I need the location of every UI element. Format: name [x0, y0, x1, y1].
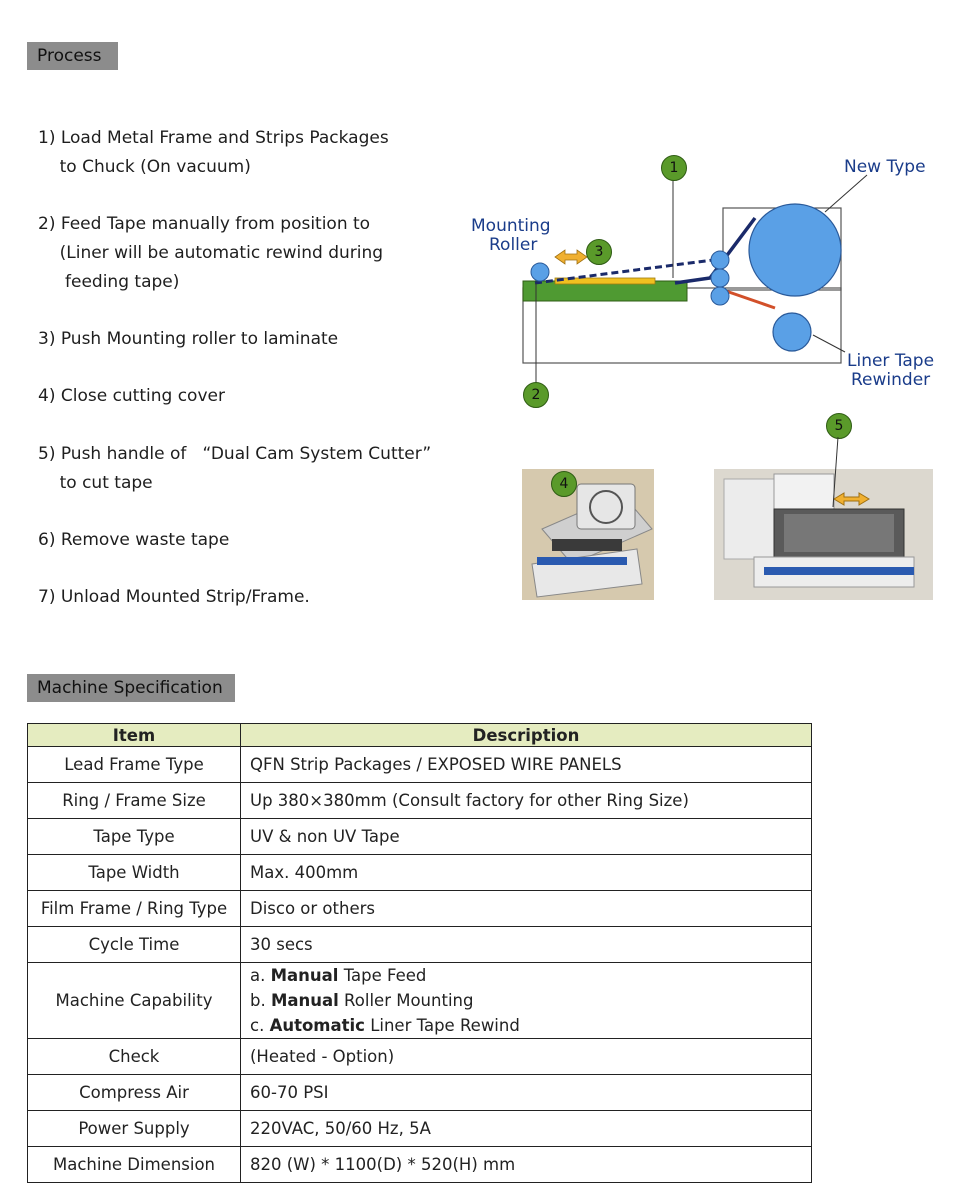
pointer-line [813, 335, 845, 352]
pointer-line [825, 175, 867, 212]
table-row [28, 891, 812, 927]
row-desc: 60-70 PSI [241, 1075, 812, 1111]
table-row [28, 783, 812, 819]
row-desc: 820 (W) * 1100(D) * 520(H) mm [241, 1147, 812, 1183]
row-desc [241, 963, 812, 1039]
step-badge-1: 1 [661, 155, 687, 181]
table-row [28, 927, 812, 963]
step-badge-5: 5 [826, 413, 852, 439]
step-line: (Liner will be automatic rewind during [38, 243, 384, 263]
row-item: Machine Capability [28, 963, 241, 1039]
row-desc: Up 380×380mm (Consult factory for other Ring Size) [241, 783, 812, 819]
capability-line: a. Manual Tape Feed [250, 966, 427, 985]
step-line: to cut tape [38, 473, 153, 493]
step-line: 6) Remove waste tape [38, 530, 230, 550]
table-row [28, 855, 812, 891]
spec-section-tag: Machine Specification [27, 674, 235, 702]
column-header-description: Description [241, 724, 812, 747]
step-line: 5) Push handle of “Dual Cam System Cutter” [38, 444, 432, 464]
step-line: 1) Load Metal Frame and Strips Packages [38, 128, 389, 148]
row-desc: QFN Strip Packages / EXPOSED WIRE PANELS [241, 747, 812, 783]
step-badge-3: 3 [586, 239, 612, 265]
liner-path [723, 290, 775, 308]
dual-cam-cutter-photo [714, 469, 933, 600]
step-line: 3) Push Mounting roller to laminate [38, 329, 339, 349]
row-desc: (Heated - Option) [241, 1039, 812, 1075]
liner-tape-label: Liner Tape [847, 351, 935, 371]
table-row [28, 1111, 812, 1147]
table-row [28, 963, 812, 1039]
roller-label: Roller [489, 235, 538, 255]
row-item: Power Supply [28, 1111, 241, 1147]
row-item: Machine Dimension [28, 1147, 241, 1183]
spec-table [27, 723, 812, 1183]
table-row [28, 1075, 812, 1111]
row-desc: 30 secs [241, 927, 812, 963]
push-arrow-icon [555, 250, 587, 264]
rewinder-label: Rewinder [851, 370, 931, 390]
process-section-tag: Process [27, 42, 118, 70]
capability-line: b. Manual Roller Mounting [250, 991, 474, 1010]
row-item: Compress Air [28, 1075, 241, 1111]
row-desc: Max. 400mm [241, 855, 812, 891]
new-type-label: New Type [844, 157, 926, 177]
mounting-label: Mounting [471, 216, 551, 236]
step-badge-2: 2 [523, 382, 549, 408]
pointer-line [830, 437, 842, 507]
mounting-roller [531, 263, 549, 281]
step-line: 2) Feed Tape manually from position to [38, 214, 371, 234]
step-line: to Chuck (On vacuum) [38, 157, 251, 177]
row-item: Tape Type [28, 819, 241, 855]
row-item: Check [28, 1039, 241, 1075]
row-item: Film Frame / Ring Type [28, 891, 241, 927]
row-item: Tape Width [28, 855, 241, 891]
tape-roll [749, 204, 841, 296]
table-row [28, 1147, 812, 1183]
row-item: Ring / Frame Size [28, 783, 241, 819]
guide-roller [711, 251, 729, 269]
row-desc: 220VAC, 50/60 Hz, 5A [241, 1111, 812, 1147]
row-desc: Disco or others [241, 891, 812, 927]
guide-roller [711, 269, 729, 287]
guide-roller [711, 287, 729, 305]
step-line: 4) Close cutting cover [38, 386, 225, 406]
step-line: 7) Unload Mounted Strip/Frame. [38, 587, 310, 607]
cutting-cover-photo [522, 469, 654, 600]
row-item: Lead Frame Type [28, 747, 241, 783]
mounting-diagram [455, 140, 965, 480]
column-header-item: Item [28, 724, 241, 747]
row-desc: UV & non UV Tape [241, 819, 812, 855]
table-row [28, 747, 812, 783]
step-line: feeding tape) [38, 272, 180, 292]
step-badge-4: 4 [551, 471, 577, 497]
table-row [28, 1039, 812, 1075]
row-item: Cycle Time [28, 927, 241, 963]
capability-line: c. Automatic Liner Tape Rewind [250, 1016, 520, 1035]
table-row [28, 819, 812, 855]
liner-rewinder-roll [773, 313, 811, 351]
